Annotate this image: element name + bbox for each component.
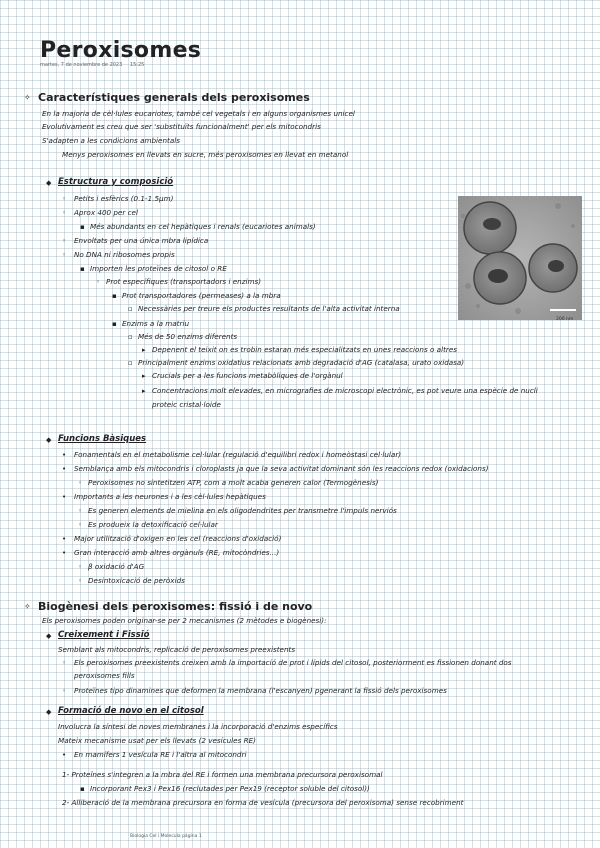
text-line: Evolutivament es creu que ser 'substituïts funcionalment' per els mitocondris xyxy=(42,122,321,131)
section-heading-general: Característiques generals dels peroxisomes xyxy=(38,91,310,104)
diamond-bullet-icon: ◆ xyxy=(46,708,52,716)
square-outline-bullet-icon: ▫ xyxy=(128,333,133,341)
list-item: Fonamentals en el metabolisme cel·lular (regulació d'equilibri redox i homeòstasi cel·lular) xyxy=(74,450,402,459)
circle-bullet-icon: ◦ xyxy=(96,278,101,286)
text-line: Involucra la síntesi de noves membranes i la incorporació d'enzims específics xyxy=(58,722,338,731)
micrograph-image xyxy=(458,196,582,320)
subheading-de-novo: Formació de novo en el citosol xyxy=(58,706,204,716)
list-item: Enzims a la matriu xyxy=(122,319,190,328)
list-item: Més de 50 enzims diferents xyxy=(138,332,238,341)
circle-bullet-icon: ◦ xyxy=(62,195,67,203)
list-item: No DNA ni ribosomes propis xyxy=(74,250,175,259)
circle-bullet-icon: ◦ xyxy=(78,479,83,487)
time-text: 15:25 xyxy=(129,62,145,68)
triangle-bullet-icon: ▸ xyxy=(142,346,146,354)
list-item: Proteïnes tipo dinamines que deformen la membrana (l'escanyen) pgenerant la fissió dels peroxisomes xyxy=(74,686,447,695)
text-line: S'adapten a les condicions ambientals xyxy=(42,136,180,145)
list-item: Incorporant Pex3 i Pex16 (reclutades per Pex19 (receptor soluble del citosol)) xyxy=(90,784,370,793)
dot-bullet-icon: • xyxy=(62,535,67,543)
list-item: Peroxisomes no sintetitzen ATP, com a molt acaba generen calor (Termogènesis) xyxy=(88,478,379,487)
list-item: En mamífers 1 vesícula RE i l'altra al mitocondri xyxy=(74,750,247,759)
scale-bar-label: 200 nm xyxy=(556,317,574,322)
section-diamond-icon: ✧ xyxy=(24,93,31,102)
list-item: Envoltats per una única mbra lipídica xyxy=(74,236,209,245)
triangle-bullet-icon: ▸ xyxy=(142,387,146,395)
square-bullet-icon: ▪ xyxy=(80,785,85,793)
subheading-functions: Funcions Bàsiques xyxy=(58,434,147,444)
dot-bullet-icon: • xyxy=(62,751,67,759)
text-line: Mateix mecanisme usat per els llevats (2 vesícules RE) xyxy=(58,736,256,745)
list-item: Petits i esfèrics (0.1-1.5µm) xyxy=(74,194,174,203)
dot-bullet-icon: • xyxy=(62,451,67,459)
list-item: Prot específiques (transportadors i enzims) xyxy=(106,277,262,286)
date-text: martes, 7 de noviembre de 2023 xyxy=(40,62,123,68)
list-item: Depenent el teixit on es trobin estaran més especialitzats en unes reaccions o altres xyxy=(152,345,458,354)
list-item: Concentracions molt elevades, en micrografies de microscopi electrònic, es pot veure una espècie de nucli xyxy=(152,386,538,395)
list-item: Es produeix la detoxificació cel·lular xyxy=(88,520,218,529)
circle-bullet-icon: ◦ xyxy=(78,577,83,585)
page-footer: Biologia Cel i Molecula página 1 xyxy=(130,834,202,839)
list-item: Gran interacció amb altres orgànuls (RE, mitocòndries...) xyxy=(74,548,280,557)
text-line: En la majoria de cèl·lules eucariotes, també cel vegetals i en alguns organismes unicel xyxy=(42,109,355,118)
diamond-bullet-icon: ◆ xyxy=(46,179,52,187)
square-outline-bullet-icon: ▫ xyxy=(128,359,133,367)
circle-bullet-icon: ◦ xyxy=(78,507,83,515)
list-item: Aprox 400 per cel xyxy=(74,208,138,217)
list-item: Principalment enzims oxidatius relacionats amb degradació d'AG (catalasa, urato oxidasa) xyxy=(138,358,465,367)
text-line: Menys peroxisomes en llevats en sucre, més peroxisomes en llevat en metanol xyxy=(62,150,349,159)
list-item: Major utilització d'oxigen en les cel (reaccions d'oxidació) xyxy=(74,534,282,543)
list-item: β oxidació d'AG xyxy=(88,562,145,571)
text-line: Els peroxisomes poden originar-se per 2 mecanismes (2 mètodes e biogènesi): xyxy=(42,616,327,625)
list-item: Crucials per a les funcions metabòliques de l'orgànul xyxy=(152,371,343,380)
list-item: Importen les proteïnes de citosol o RE xyxy=(90,264,227,273)
square-bullet-icon: ▪ xyxy=(112,292,117,300)
circle-bullet-icon: ◦ xyxy=(62,659,67,667)
page-title: Peroxisomes xyxy=(40,38,202,63)
text-line: Semblant als mitocondris, replicació de peroxisomes preexistents xyxy=(58,645,296,654)
list-item: Semblança amb els mitocondris i cloroplasts ja que la seva activitat dominant són les reaccions redox (oxidacions) xyxy=(74,464,489,473)
dot-bullet-icon: • xyxy=(62,493,67,501)
list-item: Els peroxisomes preexistents creixen amb la importació de prot i lípids del citosol, posteriorment es fissionen donant dos xyxy=(74,658,512,667)
section-heading-biogenesis: Biogènesi dels peroxisomes: fissió i de novo xyxy=(38,600,313,613)
list-item: Més abundants en cel hepàtiques i renals (eucariotes animals) xyxy=(90,222,316,231)
diamond-bullet-icon: ◆ xyxy=(46,436,52,444)
dot-bullet-icon: • xyxy=(62,465,67,473)
list-item: Desintoxicació de peròxids xyxy=(88,576,185,585)
square-bullet-icon: ▪ xyxy=(80,223,85,231)
circle-bullet-icon: ◦ xyxy=(78,521,83,529)
section-diamond-icon: ✧ xyxy=(24,602,31,611)
subheading-growth-fission: Creixement i Fissió xyxy=(58,630,150,640)
square-outline-bullet-icon: ▫ xyxy=(128,305,133,313)
list-item: peroxisomes fills xyxy=(74,671,135,680)
list-item: proteic cristal·loide xyxy=(152,400,221,409)
circle-bullet-icon: ◦ xyxy=(62,209,67,217)
square-bullet-icon: ▪ xyxy=(80,265,85,273)
triangle-bullet-icon: ▸ xyxy=(142,372,146,380)
list-item: 2- Alliberació de la membrana precursora en forma de vesícula (precursora del peroxisoma) sense recobriment xyxy=(62,798,464,807)
circle-bullet-icon: ◦ xyxy=(62,237,67,245)
list-item: Prot transportadores (permeases) a la mbra xyxy=(122,291,281,300)
page-date xyxy=(40,62,150,68)
list-item: Importants a les neurones i a les cèl·lules hepàtiques xyxy=(74,492,266,501)
dot-bullet-icon: • xyxy=(62,549,67,557)
list-item: Es generen elements de mielina en els oligodendrites per transmetre l'impuls nerviós xyxy=(88,506,397,515)
square-bullet-icon: ▪ xyxy=(112,320,117,328)
circle-bullet-icon: ◦ xyxy=(62,251,67,259)
subheading-structure: Estructura y composició xyxy=(58,177,174,187)
list-item: Necessàries per treure els productes resultants de l'alta activitat interna xyxy=(138,304,400,313)
list-item: 1- Proteïnes s'integren a la mbra del RE i formen una membrana precursora peroxisomal xyxy=(62,770,383,779)
diamond-bullet-icon: ◆ xyxy=(46,632,52,640)
circle-bullet-icon: ◦ xyxy=(62,687,67,695)
circle-bullet-icon: ◦ xyxy=(78,563,83,571)
